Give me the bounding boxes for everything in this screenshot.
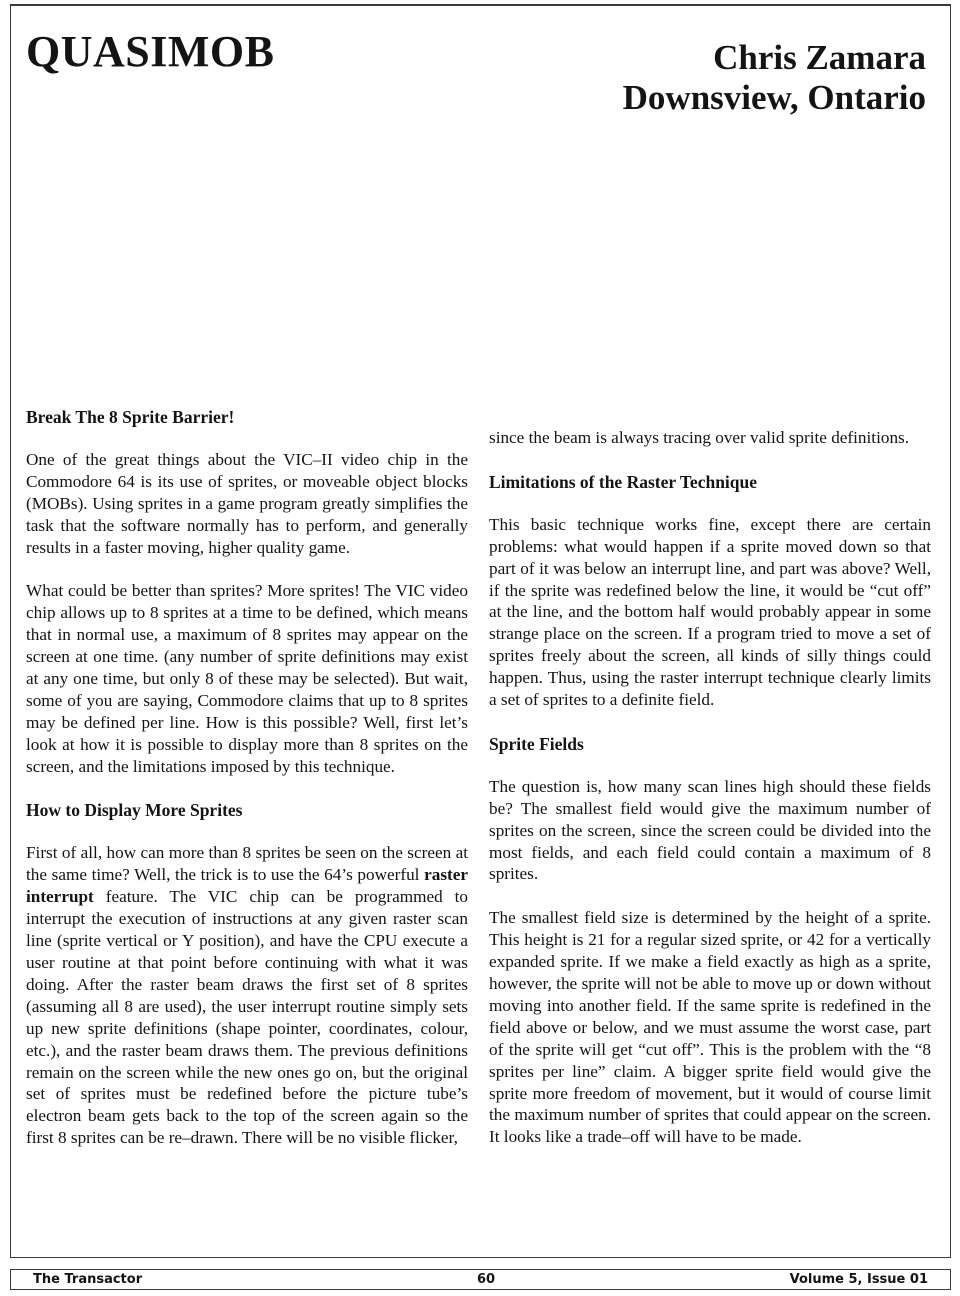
publication-name: The Transactor [33, 1272, 143, 1287]
text-run: feature. The VIC chip can be programmed to interrupt the execution of instructions at any given raster scan line (sprite vertical or Y position), and have the CPU execute a user routine at that point before continuing with what it was doing. After the raster beam draws the first set of 8 sprites (assuming all 8 are used), the user interrupt routine simply sets up new sprite definitions (shape pointer, coordinates, colour, etc.), and the raster beam draws them. The previous definitions remain on the screen while the new ones go on, but the original set of sprites must be redefined before the picture tube’s electron beam gets back to the top of the screen again so the first 8 sprites can be re–drawn. There will be no visible flicker, [26, 887, 468, 1148]
section-heading: Limitations of the Raster Technique [489, 471, 758, 492]
byline [623, 38, 926, 118]
paragraph: What could be better than sprites? More sprites! The VIC video chip allows up to 8 sprites at a time to be defined, which means that in normal use, a maximum of 8 sprites may appear on the screen at one time. (any number of sprite definitions may exist at any one time, but only 8 of these may be selected). But wait, some of you are saying, Commodore claims that up to 8 sprites may be defined per line. How is this possible? Well, first let’s look at how it is possible to display more than 8 sprites on the screen, and the limitations imposed by this technique. [26, 581, 468, 776]
right-column [489, 427, 931, 1170]
page-footer [10, 1269, 951, 1290]
author-location: Downsview, Ontario [622, 78, 926, 117]
bold-term: raster interrupt [26, 865, 468, 907]
left-column [26, 406, 468, 1171]
section-heading: Break The 8 Sprite Barrier! [26, 407, 235, 427]
paragraph: The smallest field size is determined by the height of a sprite. This height is 21 for a regular sized sprite, or 42 for a vertically expanded sprite. If we make a field exactly as high as a sprite, however, the sprite will not be able to move up or down without moving into another field. If the same sprite is redefined in the field above or below, and we must assume the worst case, part of the sprite will get “cut off”. This is the problem with the “8 sprites per line” claim. A bigger sprite field would give the sprite more freedom of movement, but it would of course limit the maximum number of sprites that could appear on the screen. It looks like a trade–off will have to be made. [489, 908, 931, 1147]
page-number: 60 [477, 1272, 496, 1287]
text-run: First of all, how can more than 8 sprites be seen on the screen at the same time? Well, the trick is to use the 64’s powerful [26, 843, 468, 885]
paragraph: The question is, how many scan lines high should these fields be? The smallest field would give the maximum number of sprites on the screen, since the screen could be divided into the most fields, and each field could contain a maximum of 8 sprites. [489, 776, 931, 884]
paragraph: since the beam is always tracing over valid sprite definitions. [489, 428, 910, 447]
section-heading: Sprite Fields [489, 733, 584, 754]
issue-label: Volume 5, Issue 01 [789, 1272, 928, 1287]
paragraph [26, 842, 468, 1149]
paragraph: This basic technique works fine, except there are certain problems: what would happen if a sprite moved down so that part of it was below an interrupt line, and part was above? Well, if the sprite was redefined below the line, it would be “cut off” at the line, and the bottom half would probably appear in some strange place on the screen. If a program tried to move a set of sprites freely about the screen, all kinds of silly things could happen. Thus, using the raster interrupt technique clearly limits a set of sprites to a definite field. [489, 514, 931, 710]
section-heading: How to Display More Sprites [26, 800, 243, 821]
author-name: Chris Zamara [713, 38, 926, 77]
article-title: QUASIMOB [26, 27, 275, 76]
paragraph: One of the great things about the VIC–II video chip in the Commodore 64 is its use of sprites, or moveable object blocks (MOBs). Using sprites in a game program greatly simplifies the task that the software normally has to perform, and generally results in a faster moving, higher quality game. [26, 450, 468, 557]
